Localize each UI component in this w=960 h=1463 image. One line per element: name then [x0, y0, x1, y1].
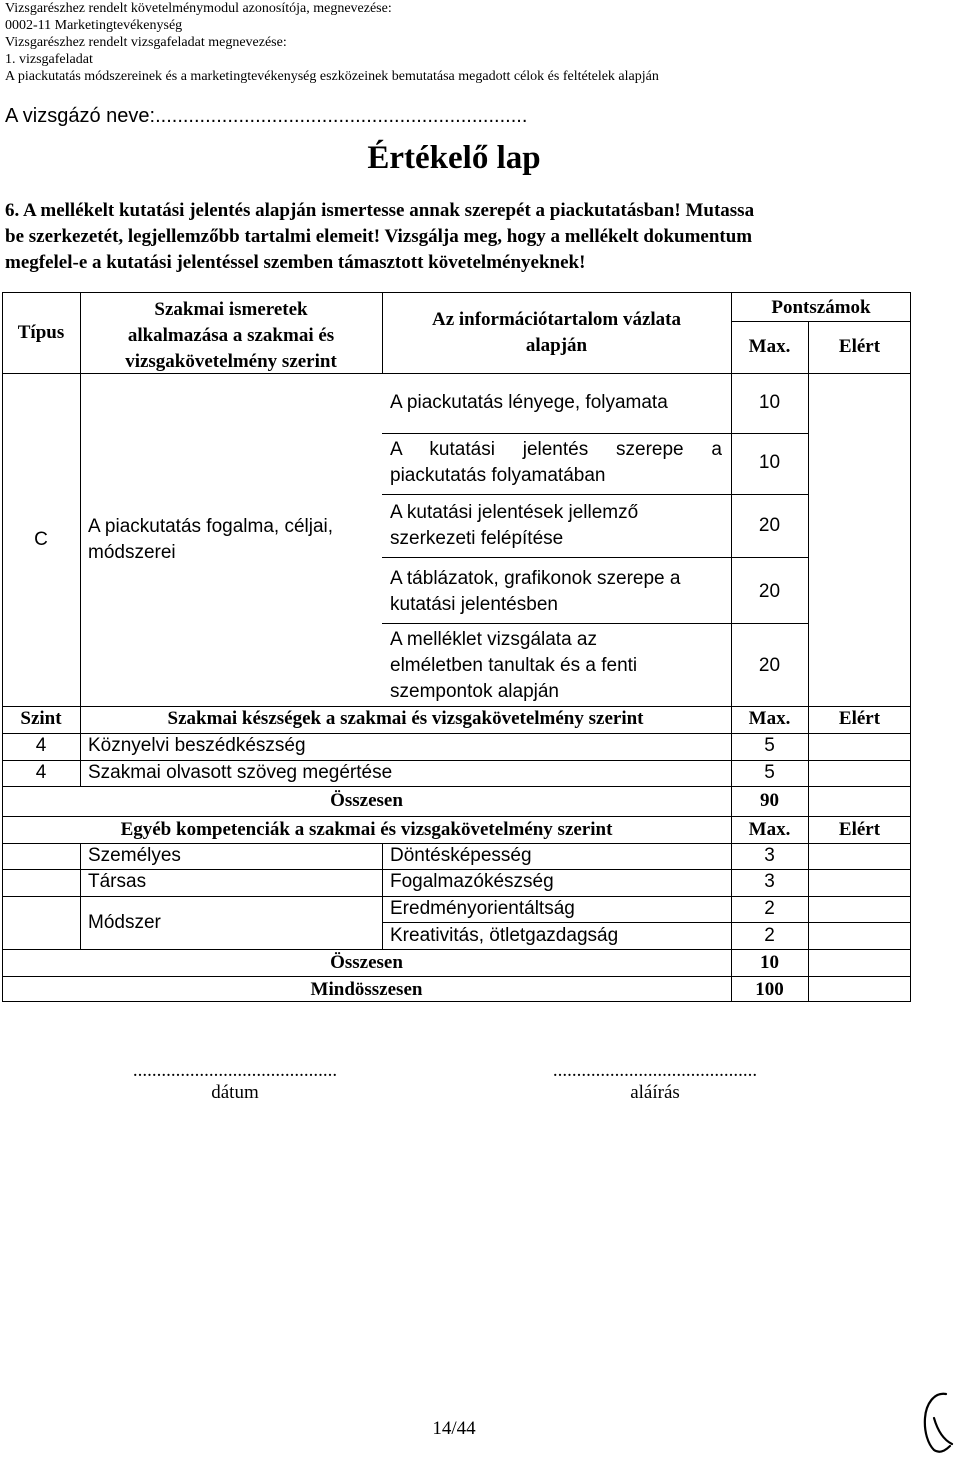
handwritten-initials-mark	[916, 1388, 956, 1458]
task-line: megfelel-e a kutatási jelentéssel szemben támasztott követelményeknek!	[5, 252, 586, 273]
page-number: 14/44	[432, 1418, 476, 1439]
column-header-max: Max.	[748, 336, 791, 357]
info-item: A táblázatok, grafikonok szerepe a kutatási jelentésben	[390, 568, 681, 615]
task-line: 6. A mellékelt kutatási jelentés alapján ismertesse annak szerepét a piackutatásban! Mutassa	[5, 200, 755, 221]
max-points: 5	[764, 735, 775, 756]
column-header-level: Szint	[20, 708, 62, 729]
column-header-max: Max.	[748, 819, 791, 840]
max-points: 20	[758, 515, 781, 536]
competence-name: Fogalmazókészség	[390, 871, 554, 892]
column-header-achieved: Elért	[838, 708, 881, 729]
signature-dots: ...........................................	[552, 1060, 758, 1081]
document-header	[5, 0, 659, 85]
grand-total: 100	[755, 979, 784, 1000]
header-line: A piackutatás módszereinek és a marketingtevékenység eszközeinek bemutatása megadott célok és feltételek alapján	[5, 69, 659, 84]
max-points: 10	[758, 392, 781, 413]
header-line: Vizsgarészhez rendelt vizsgafeladat megnevezése:	[5, 35, 287, 50]
max-points: 10	[758, 452, 781, 473]
max-points: 5	[764, 762, 775, 783]
info-item: A melléklet vizsgálata az elméletben tanultak és a fenti szempontok alapján	[390, 629, 638, 702]
date-label: dátum	[211, 1082, 259, 1103]
max-points: 3	[764, 845, 775, 866]
page-title: Értékelő lap	[367, 140, 541, 176]
header-line: 0002-11 Marketingtevékenység	[5, 18, 183, 33]
other-competences-header: Egyéb kompetenciák a szakmai és vizsgakövetelmény szerint	[120, 819, 613, 840]
header-line: 1. vizsgafeladat	[5, 52, 93, 67]
column-header-info: Az információtartalom vázlata alapján	[431, 309, 682, 356]
type-cell: C	[34, 528, 48, 550]
signature-field	[490, 1060, 820, 1104]
info-item: A piackutatás lényege, folyamata	[390, 392, 668, 413]
topic-cell: A piackutatás fogalma, céljai, módszerei	[88, 515, 334, 563]
category-method: Módszer	[88, 911, 161, 933]
max-points: 2	[764, 925, 775, 946]
other-total-label: Összesen	[330, 952, 403, 973]
skill-level: 4	[35, 762, 47, 783]
signature-label: aláírás	[630, 1082, 680, 1103]
skill-name: Szakmai olvasott szöveg megértése	[88, 762, 393, 783]
skills-header: Szakmai készségek a szakmai és vizsgakövetelmény szerint	[167, 708, 644, 729]
max-points: 3	[764, 871, 775, 892]
date-field	[70, 1060, 400, 1104]
date-dots: ...........................................	[132, 1060, 338, 1081]
category-personal: Személyes	[88, 845, 181, 866]
candidate-name-line: A vizsgázó neve:...................................................................	[5, 105, 528, 127]
task-description	[5, 198, 905, 276]
competence-name: Kreativitás, ötletgazdagság	[390, 925, 619, 946]
skills-total-label: Összesen	[330, 790, 403, 811]
column-header-type: Típus	[17, 321, 65, 343]
skill-level: 4	[35, 735, 47, 756]
info-item: A kutatási jelentések jellemző szerkezeti felépítése	[390, 502, 639, 549]
column-header-achieved: Elért	[838, 336, 881, 357]
grand-total-label: Mindösszesen	[310, 979, 423, 1000]
max-points: 20	[758, 655, 781, 676]
column-header-max: Max.	[748, 708, 791, 729]
category-social: Társas	[88, 871, 147, 892]
header-line: Vizsgarészhez rendelt követelménymodul azonosítója, megnevezése:	[5, 1, 392, 16]
other-total: 10	[760, 952, 779, 973]
skills-total: 90	[760, 790, 779, 811]
info-item: A kutatási jelentés szerepe a piackutatás folyamatában	[390, 439, 722, 486]
competence-name: Eredményorientáltság	[390, 898, 575, 919]
column-header-points: Pontszámok	[771, 297, 871, 318]
column-header-achieved: Elért	[838, 819, 881, 840]
max-points: 2	[764, 898, 775, 919]
column-header-knowledge: Szakmai ismeretek alkalmazása a szakmai és vizsgakövetelmény szerint	[125, 299, 337, 372]
skill-name: Köznyelvi beszédkészség	[88, 735, 306, 756]
max-points: 20	[758, 581, 781, 602]
competence-name: Döntésképesség	[390, 845, 532, 866]
task-line: be szerkezetét, legjellemzőbb tartalmi elemeit! Vizsgálja meg, hogy a mellékelt dokumentum	[5, 226, 753, 247]
